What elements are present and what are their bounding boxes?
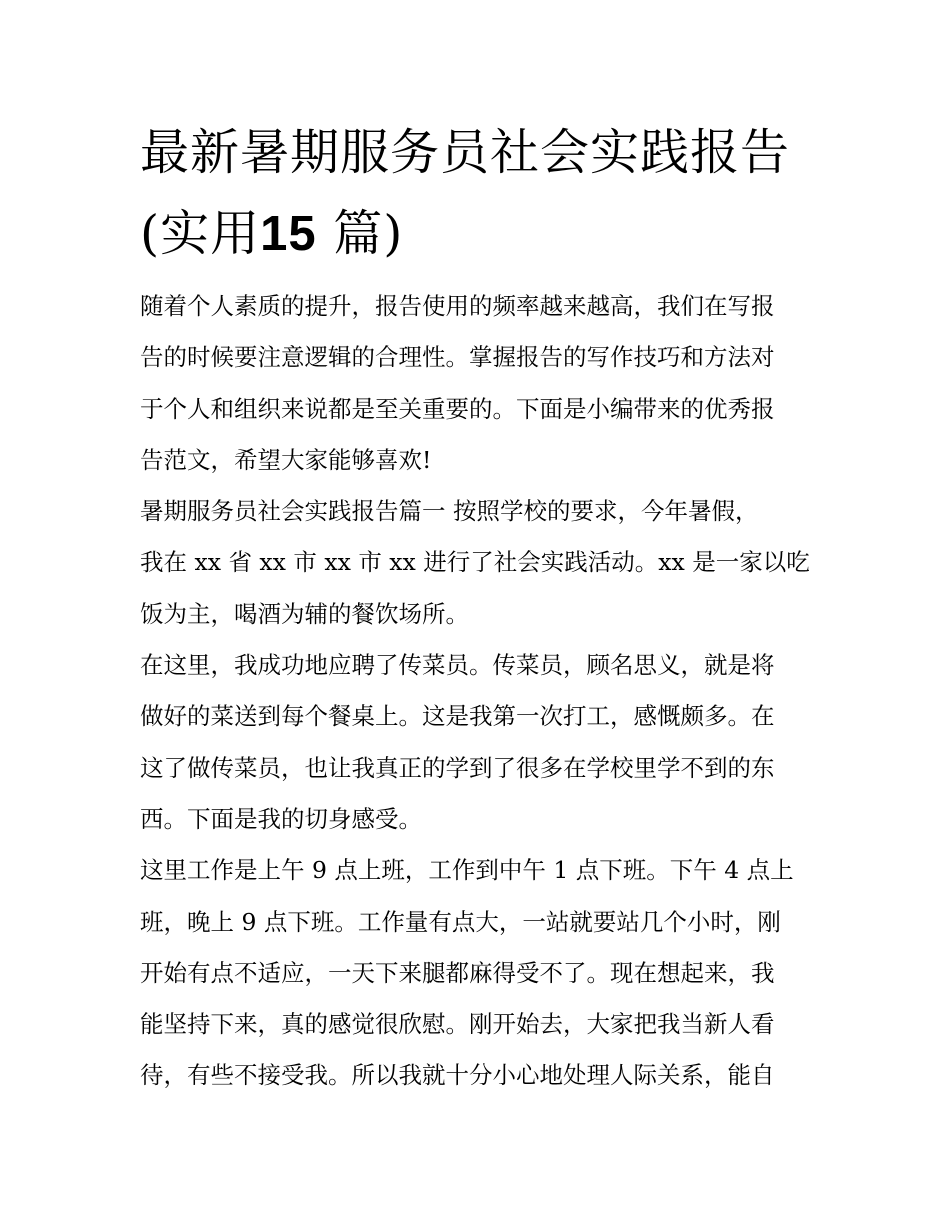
body-line: 随着个人素质的提升，报告使用的频率越来越高，我们在写报	[140, 292, 775, 320]
body-line: 在这里，我成功地应聘了传菜员。传菜员，顾名思义，就是将	[140, 651, 775, 680]
body-line: 饭为主，喝酒为辅的餐饮场所。	[140, 599, 469, 628]
body-line: 开始有点不适应，一天下来腿都麻得受不了。现在想起来，我	[140, 958, 775, 987]
title-suffix: 篇)	[333, 205, 404, 262]
body-line: 暑期服务员社会实践报告篇一 按照学校的要求，今年暑假，	[140, 497, 759, 526]
document-body	[140, 281, 830, 1102]
body-line: 我在 xx 省 xx 市 xx 市 xx 进行了社会实践活动。xx 是一家以吃	[140, 548, 810, 577]
document-title	[140, 112, 840, 275]
body-line: 做好的菜送到每个餐桌上。这是我第一次打工，感慨颇多。在	[140, 702, 775, 731]
body-line: 能坚持下来，真的感觉很欣慰。刚开始去，大家把我当新人看	[140, 1010, 775, 1039]
title-line-1: 最新暑期服务员社会实践报告	[140, 124, 791, 181]
title-prefix: (实用	[140, 205, 261, 262]
body-line: 告范文，希望大家能够喜欢!	[140, 445, 432, 474]
title-count: 15	[260, 207, 317, 261]
body-line: 这了做传菜员，也让我真正的学到了很多在学校里学不到的东	[140, 753, 775, 782]
body-line: 这里工作是上午 9 点上班，工作到中午 1 点下班。下午 4 点上	[140, 856, 794, 885]
body-line: 班，晚上 9 点下班。工作量有点大，一站就要站几个小时，刚	[140, 907, 781, 936]
body-line: 西。下面是我的切身感受。	[140, 804, 422, 833]
body-line: 待，有些不接受我。所以我就十分小心地处理人际关系，能自	[140, 1061, 775, 1090]
body-line: 于个人和组织来说都是至关重要的。下面是小编带来的优秀报	[140, 394, 775, 423]
body-line: 告的时候要注意逻辑的合理性。掌握报告的写作技巧和方法对	[140, 343, 775, 372]
